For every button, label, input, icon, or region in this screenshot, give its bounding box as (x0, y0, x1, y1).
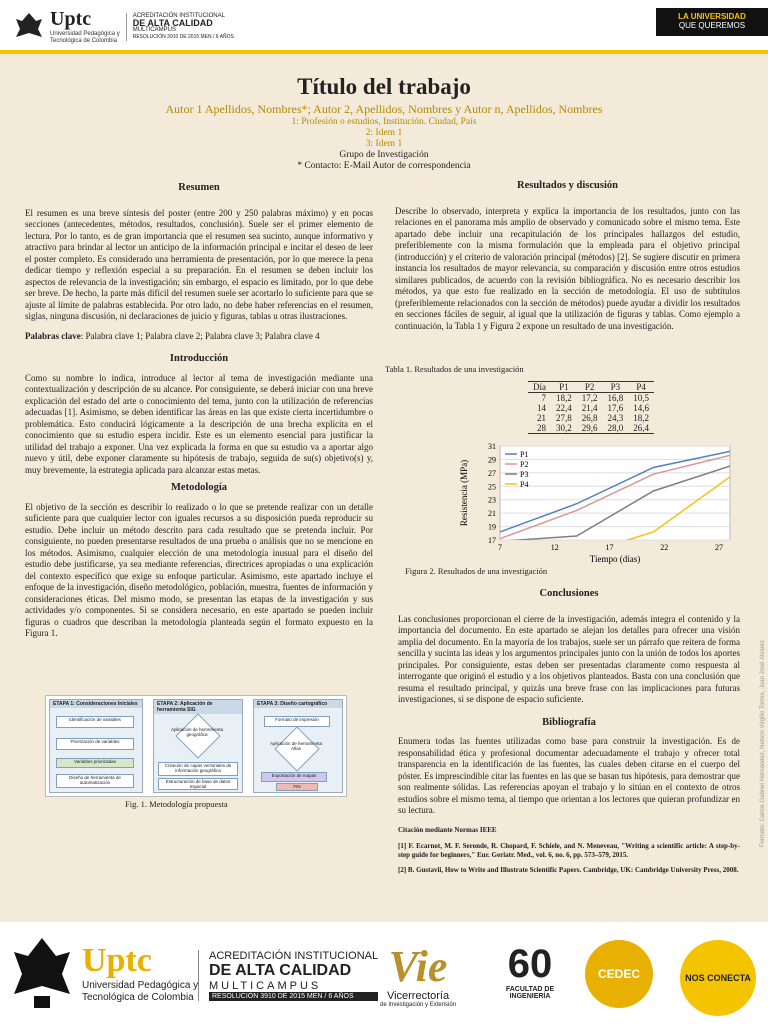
stage-2: ETAPA 2: Aplicación de herramienta SIG (153, 699, 243, 793)
table-cell: 27,8 (556, 413, 572, 423)
y-tick-label: 23 (488, 495, 496, 505)
footer-vie-logo: Vie Vicerrectoría de Investigación y Extensión (380, 942, 457, 1008)
x-tick-label: 7 (498, 543, 502, 552)
y-tick-label: 29 (488, 455, 496, 465)
uptc-logo-text: Uptc (50, 8, 92, 30)
legend-label: P3 (520, 470, 529, 479)
y-tick-label: 17 (488, 536, 496, 545)
table-cell: 10,5 (633, 393, 649, 403)
biblio-text: Enumera todas las fuentes utilizadas como base para construir la investigación. Es de responsabilidad ética y profesional documentar adecuadamente el trabajo y ofrecer total transparencia en la identificación de las fuentes, las cuales deben citarse en el cuerpo del póster. Es imprescindible citar las fuentes en las que se basan tus hipótesis, para demostrar que son realmente sólidas. Las referencias apoyan el trabajo y lo sitúan en el contexto de otros estudios sobre el mismo tema, al tiempo que orientan a los lectores que quieran profundizar en su lectura. (398, 736, 740, 815)
x-tick-label: 12 (550, 543, 559, 552)
intro-text: Como su nombre lo indica, introduce al lector al tema de investigación mediante una contextualización y descripción de su alcance. Por consiguiente, se deberá iniciar con una breve explicación del estado del arte o conocimiento del tema, junto con la utilización de referencias adecuadas [1]. Asimismo, se deben identificar las áreas en las que existe cierta incertidumbre o problemática. Esto conducirá lógicamente a la descripción de una brecha explícita en el conocimiento que su estudio espera incidir. Este es un elemento esencial para justificar la utilidad del trabajo a exponer. Una vez explicada la forma en que su estudio va a aportar algo nuevo y útil, debe exponer claramente su hipótesis de trabajo, seguida de su(s) objetivo(s) y, muy brevemente, la estrategia aplicada para alcanzar estas metas. (25, 372, 373, 475)
results-table (528, 381, 654, 434)
footer-cedec-logo: CEDEC (585, 940, 653, 1008)
node-vector-layers: Creación de capas vectoriales de información geográfica (158, 762, 238, 776)
right-column-top (395, 180, 740, 332)
metodo-text: El objetivo de la sección es describir lo realizado o lo que se pretende realizar con un detalle suficiente para que cualquier lector con iguales recursos a su disposición pueda reproducir su estudio. Debe incluir un método descrito para cada resultado que se pretenda incluir. Por consiguiente, no pueden presentarse resultados de una prueba o análisis que no se mencione en los métodos. Asimismo, cualquier elección de una metodología inusual para el diseño del estudio debe justificarse, ya sea mediante referencias, directrices apropiadas o una explicación del contexto específico que exige su enfoque particular. Asimismo, este apartado incluye el enfoque de la investigación, diseño metodológico, población, muestra, fuentes de información y consideraciones éticas. Del mismo modo, se presentan las etapas de la investigación y sus actividades y/o componentes. Si se considera necesario, en este apartado se pueden incluir figuras o cuadros que describan la metodología planteada según el formato expuesto en la Figura 1. (25, 501, 373, 638)
results-heading: Resultados y discusión (517, 180, 618, 191)
uptc-crest-icon (14, 11, 44, 43)
y-tick-label: 19 (488, 522, 496, 532)
fig2-caption: Figura 2. Resultados de una investigación (405, 566, 548, 576)
methodology-flowchart (45, 695, 347, 797)
conclusions-heading: Conclusiones (539, 588, 599, 599)
table-header-cell: Día (528, 382, 551, 393)
node-print-format: Formato de impresión (264, 716, 330, 727)
accreditation-block: ACREDITACIÓN INSTITUCIONAL DE ALTA CALIDAD MULTICAMPUS RESOLUCIÓN 3910 DE 2015 MEN / 6 AÑOS (126, 13, 234, 41)
y-axis-label: Resistencia (MPa) (459, 459, 469, 527)
table-cell: 21,4 (581, 403, 598, 413)
node-export-maps: Exportación de mapas (261, 772, 327, 782)
table-header-cell: P4 (628, 382, 654, 393)
legend-label: P2 (520, 460, 529, 469)
metodo-heading: Metodología (171, 482, 227, 493)
authors: Autor 1 Apellidos, Nombres*; Autor 2, Apellidos, Nombres y Autor n, Apellidos, Nombres (165, 102, 603, 116)
results-line-chart (455, 442, 740, 570)
footer-uptc-logo: Uptc Universidad Pedagógica y Tecnológica de Colombia (82, 942, 199, 1003)
table-cell: 17,2 (581, 393, 598, 403)
legend-label: P4 (520, 480, 529, 489)
keywords: Palabras clave: Palabra clave 1; Palabra clave 2; Palabra clave 3; Palabra clave 4 (25, 330, 320, 341)
table-cell: 26,8 (581, 413, 598, 423)
conclusions-text: Las conclusiones proporcionan el cierre de la investigación, además integra el contenido y la importancia del documento. En este apartado se alejan los detalles para ofrecer una visión amplia del documento. En la mayoría de los trabajos, suele ser un párrafo que reitera de forma sencilla y sucinta las ideas y los argumentos principales junto con la unión de todos los aportes principales. Por consiguiente, estas deben ser presentadas claramente como respuesta al interrogante que originó el estudio y a los objetivos planteados. Basta con una conclusión que resuma el resultado principal, y quizás una breve frase con las implicaciones para futuras investigaciones, si se dispone de espacio suficiente. (398, 613, 740, 704)
vertical-credit: Formato: Carlos Gabriel Hernández, Nelson Virgilio Torres, Juan José Álvarez (760, 640, 766, 848)
footer-faculty-logo: 60 FACULTAD DE INGENIERÍA (505, 942, 555, 1000)
table-cell: 30,2 (551, 423, 577, 434)
y-tick-label: 27 (488, 468, 496, 478)
node-apply-tool: Aplicación de herramienta geográfica (170, 727, 224, 737)
y-tick-label: 21 (488, 509, 496, 519)
table-cell: 26,4 (628, 423, 654, 434)
research-group: Grupo de Investigación (339, 150, 429, 160)
y-tick-label: 31 (488, 442, 496, 451)
x-axis-label: Tiempo (días) (589, 554, 641, 564)
table-cell: 18,2 (556, 393, 572, 403)
table-cell: 28,0 (603, 423, 629, 434)
contact: * Contacto: E-Mail Autor de correspondencia (297, 161, 471, 171)
table-cell: 18,2 (633, 413, 649, 423)
node-priority-vars: Variables priorizadas (56, 758, 134, 768)
table-cell: 29,6 (577, 423, 603, 434)
x-tick-label: 22 (660, 543, 669, 552)
node-design-tool: Diseño de herramienta de automatización (56, 774, 134, 788)
poster-title: Título del trabajo (297, 74, 471, 99)
results-text: Describe lo observado, interpreta y explica la importancia de los resultados, junto con las relaciones en el panorama más amplio de observado y comunicado sobre el mismo tema. Este apartado debe incluir una recapitulación de los principales hallazgos del estudio, preferiblemente con la misma formulación que la empleada para el objetivo principal (introducción) y el criterio de valoración principal (métodos) [2]. Se sugiere discutir en primera instancia los resultados de mayor relevancia, su comparación y discusión entre otros estudios similares publicados, de acuerdo con la revisión bibliográfica. No es necesario describir los métodos, ya que esto fue realizado en la sección de metodología. El uso de subtítulos (preferiblemente relacionados con la sección de métodos) puede ayudar a dividir los resultados en secciones fáciles de seguir, al igual que la utilización de figuras y tablas. Como ejemplo a continuación, la Tabla 1 y Figura 2 expone un resultado de una investigación. (395, 205, 740, 331)
reference-2: [2] B. Gustavii, How to Write and Illustrate Scientific Papers. Cambridge, UK: Cambridge University Press, 2008. (398, 866, 739, 874)
table-cell: 24,3 (607, 413, 624, 423)
reference-1: [1] F. Ecarnot, M. F. Seronde, R. Chopard, F. Schiele, and N. Meneveau, "Writing a scientific article: A step-by-step guide for beginners," Eur. Geriatr. Med., vol. 6, no. 6, pp. 573–579, 2015. (398, 842, 740, 859)
affiliation-3: 3: Idem 1 (365, 139, 403, 149)
affiliation-1: 1: Profesión o estudios, Institución. Ciudad, País (291, 117, 477, 127)
footer-logos (0, 922, 768, 1024)
y-tick-label: 25 (488, 482, 496, 492)
table-header-cell: P1 (551, 382, 577, 393)
resumen-heading: Resumen (178, 182, 220, 193)
table1-caption: Tabla 1. Resultados de una investigación (385, 364, 524, 374)
table-cell: 14,6 (633, 403, 649, 413)
node-fin: FIN (276, 783, 318, 791)
stage-1: ETAPA 1: Consideraciones Iniciales (49, 699, 143, 793)
resumen-text: El resumen es una breve síntesis del poster (entre 200 y 250 palabras máximo) y en pocas secciones (antecedentes, métodos, resultados, conclusión). Suele ser el primer elemento de lectura. Por lo tanto, es de gran importancia que el resumen sea sucinto, aunque informativo y atractivo para brindar al lector un anticipo de la información principal e incitar el deseo de leer el poster completo. Es considerado una herramienta de presentación, por lo que merece la pena dedicar tiempo y reflexión especial a su preparación. En el resumen se deben incluir los aspectos de relevancia de la investigación; sin embargo, el espacio es limitado, por lo que debe ser breve. De hecho, la parte más difícil del resumen suele ser acortarlo lo suficiente para que se ajuste al límite de palabras establecida. Por otro lado, no debe haber referencias en el resumen, siglas, ninguna discusión, ni declaraciones de juicio y figuras, tablas u otras ilustraciones. (25, 207, 373, 321)
top-bar (0, 0, 768, 50)
table-cell: 14 (537, 403, 546, 413)
footer-accreditation: ACREDITACIÓN INSTITUCIONAL DE ALTA CALIDAD MULTICAMPUS RESOLUCIÓN 3910 DE 2015 MEN / 6 AÑOS (198, 950, 378, 1001)
node-identification: Identificación de variables (56, 716, 134, 728)
node-atlas-tool: Aplicación de herramienta Atlas (269, 741, 323, 751)
yellow-stripe (0, 50, 768, 54)
uptc-eagle-crest-icon (12, 934, 72, 1012)
slogan-badge: LA UNIVERSIDAD QUE QUEREMOS (656, 8, 768, 36)
cite-label: Citación mediante Normas IEEE (398, 825, 497, 834)
table-row (528, 393, 654, 404)
affiliation-2: 2: Idem 1 (365, 128, 403, 138)
biblio-heading: Bibliografía (542, 716, 596, 728)
university-name: Universidad Pedagógica y Tecnológica de Colombia (50, 31, 120, 44)
table-header-cell: P3 (603, 382, 629, 393)
stage-3: ETAPA 3: Diseño cartográfico (253, 699, 343, 793)
x-tick-label: 27 (715, 543, 724, 552)
left-column (25, 182, 373, 640)
table-cell: 22,4 (556, 403, 572, 413)
node-prioritization: Priorización de variables (56, 738, 134, 750)
table-cell: 21 (537, 413, 546, 423)
intro-heading: Introducción (169, 353, 229, 364)
table-row (528, 413, 654, 423)
node-database: Estructuración de base de datos espacial (158, 778, 238, 790)
poster-header (0, 74, 768, 172)
table-cell: 16,8 (607, 393, 624, 403)
table-row (528, 423, 654, 434)
top-logos (14, 8, 234, 45)
fig1-caption: Fig. 1. Metodología propuesta (125, 799, 228, 809)
table-cell: 17,6 (607, 403, 624, 413)
legend-label: P1 (520, 450, 529, 459)
table-cell: 28 (528, 423, 551, 434)
table-row (528, 403, 654, 413)
x-tick-label: 17 (605, 543, 614, 552)
footer-conecta-badge: NOS CONECTA (680, 940, 756, 1016)
table-header-cell: P2 (577, 382, 603, 393)
right-column-bottom (398, 588, 740, 875)
table-cell: 7 (541, 393, 546, 403)
